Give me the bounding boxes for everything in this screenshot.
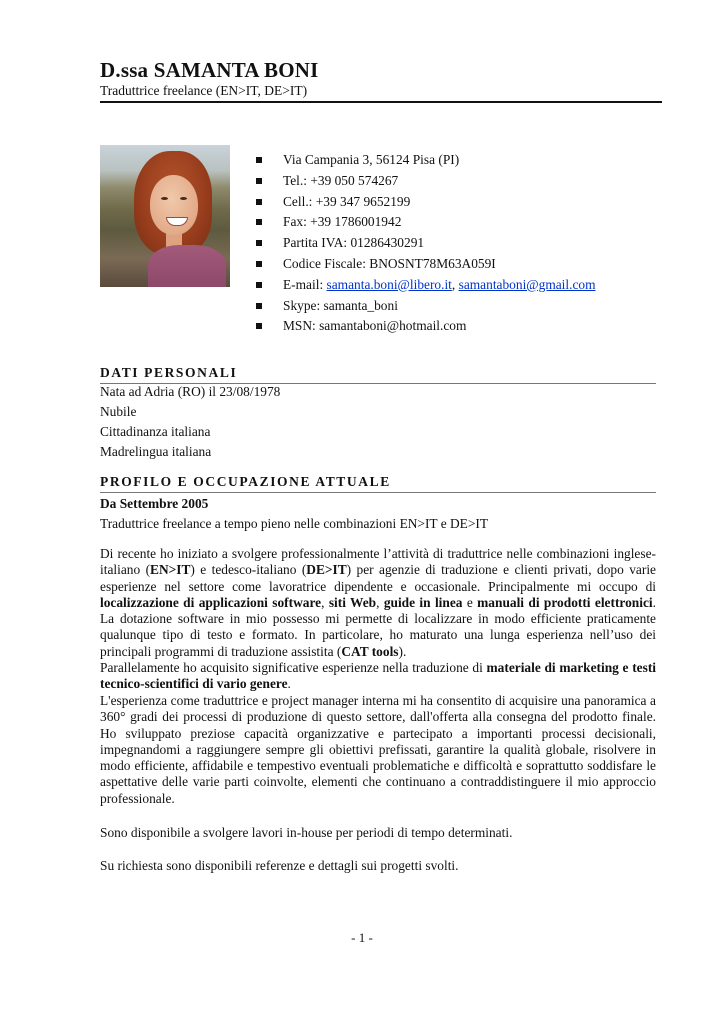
photo-face <box>150 175 198 235</box>
email-label: E-mail: <box>283 276 327 292</box>
profile-role: Traduttrice freelance a tempo pieno nelle combinazioni EN>IT e DE>IT <box>100 516 489 531</box>
page-title: D.ssa SAMANTA BONI <box>100 58 319 82</box>
text-run: ) per agenzie di traduzione e clienti privati, dopo varie esperienze nel settore come lavoratrice dipendente e occasionale. Principalmente mi occupo di <box>100 562 656 594</box>
contact-fax <box>256 212 596 233</box>
contact-address-text: Via Campania 3, 56124 Pisa (PI) <box>283 152 460 167</box>
photo-body <box>148 245 226 287</box>
text-run-bold: CAT tools <box>341 643 399 659</box>
contact-email <box>256 275 596 296</box>
contact-fiscal-code <box>256 254 596 275</box>
text-run: e <box>462 594 478 610</box>
contact-tel-text: Tel.: +39 050 574267 <box>283 172 399 188</box>
bullet-icon <box>256 323 262 329</box>
profile-paragraph-2 <box>100 660 656 693</box>
contact-vat <box>256 233 596 254</box>
text-run-bold: localizzazione di applicazioni software <box>100 594 322 610</box>
contact-skype-text: Skype: samanta_boni <box>283 297 398 313</box>
contact-list <box>256 150 596 337</box>
text-run-bold: siti Web <box>328 594 377 610</box>
profile-since: Da Settembre 2005 <box>100 496 209 511</box>
section-divider <box>100 492 656 493</box>
bullet-icon <box>256 261 262 267</box>
page-number: - 1 - <box>351 930 373 945</box>
text-run-bold: materiale di marketing e testi tecnico-scientifici di vario genere <box>100 660 656 692</box>
email-separator: , <box>451 276 459 292</box>
contact-address <box>256 150 596 171</box>
text-run: , <box>376 594 384 610</box>
text-run: ). <box>398 643 407 659</box>
personal-status: Nubile <box>100 404 137 419</box>
profile-paragraph-5: Su richiesta sono disponibili referenze e dettagli sui progetti svolti. <box>100 858 459 873</box>
personal-citizenship: Cittadinanza italiana <box>100 424 211 439</box>
personal-birth: Nata ad Adria (RO) il 23/08/1978 <box>100 384 281 399</box>
contact-cell <box>256 192 596 213</box>
bullet-icon <box>256 303 262 309</box>
profile-paragraph-1 <box>100 546 656 660</box>
contact-fiscal-code-text: Codice Fiscale: BNOSNT78M63A059I <box>283 255 496 271</box>
bullet-icon <box>256 157 262 163</box>
bullet-icon <box>256 199 262 205</box>
contact-vat-text: Partita IVA: 01286430291 <box>283 235 425 251</box>
bullet-icon <box>256 282 262 288</box>
contact-skype <box>256 296 596 317</box>
text-run-bold: EN>IT <box>150 562 191 578</box>
contact-fax-text: Fax: +39 1786001942 <box>283 214 402 230</box>
bullet-icon <box>256 178 262 184</box>
contact-msn <box>256 316 596 337</box>
contact-tel <box>256 171 596 192</box>
text-run-bold: guide in linea <box>383 594 463 610</box>
section-title-profile: PROFILO E OCCUPAZIONE ATTUALE <box>100 474 391 489</box>
contact-msn-text: MSN: samantaboni@hotmail.com <box>283 318 467 334</box>
email-link-libero[interactable]: samanta.boni@libero.it <box>326 276 452 292</box>
page-subtitle: Traduttrice freelance (EN>IT, DE>IT) <box>100 83 308 98</box>
text-run-bold: DE>IT <box>306 562 347 578</box>
profile-paragraph-4: Sono disponibile a svolgere lavori in-house per periodi di tempo determinati. <box>100 825 513 840</box>
profile-paragraph-3: L'esperienza come traduttrice e project manager interna mi ha consentito di acquisire una panoramica a 360° gradi dei processi di produzione di questo settore, dall'offerta alla consegna del prodotto finale. Ho sviluppato preziose capacità organizzative e partecipato a importanti processi decisionali, impegnandomi a raggiungere sempre gli obiettivi prefissati, garantire la qualità globale, risolvere in modo efficiente, affidabile e tempestivo eventuali problematiche e difficoltà e soprattutto soddisfare le aspettative delle varie parti coinvolte, elementi che continuano a contraddistinguere il mio approccio professionale. <box>100 693 656 806</box>
text-run-bold: manuali di prodotti elettronici <box>477 594 653 610</box>
text-run: Parallelamente ho acquisito significative esperienze nella traduzione di <box>100 660 487 675</box>
contact-cell-text: Cell.: +39 347 9652199 <box>283 193 411 209</box>
bullet-icon <box>256 219 262 225</box>
photo-eye <box>180 197 187 200</box>
text-run: , <box>321 594 329 610</box>
header-divider <box>100 101 662 103</box>
text-run: . La dotazione software in mio possesso mi permette di localizzare in modo efficiente praticamente qualunque tipo di testo e formato. In particolare, ho maturato una lunga esperienza nell’uso dei principali programmi di traduzione assistita ( <box>100 594 656 659</box>
section-title-personal: DATI PERSONALI <box>100 365 238 380</box>
text-run: . <box>287 676 291 692</box>
personal-mother-tongue: Madrelingua italiana <box>100 444 212 459</box>
text-run: ) e tedesco-italiano ( <box>190 562 307 578</box>
email-link-gmail[interactable]: samantaboni@gmail.com <box>458 276 596 292</box>
profile-photo <box>100 145 230 287</box>
photo-eye <box>161 197 168 200</box>
bullet-icon <box>256 240 262 246</box>
text-run: Di recente ho iniziato a svolgere professionalmente l’attività di traduttrice nelle combinazioni inglese-italiano ( <box>100 546 656 578</box>
